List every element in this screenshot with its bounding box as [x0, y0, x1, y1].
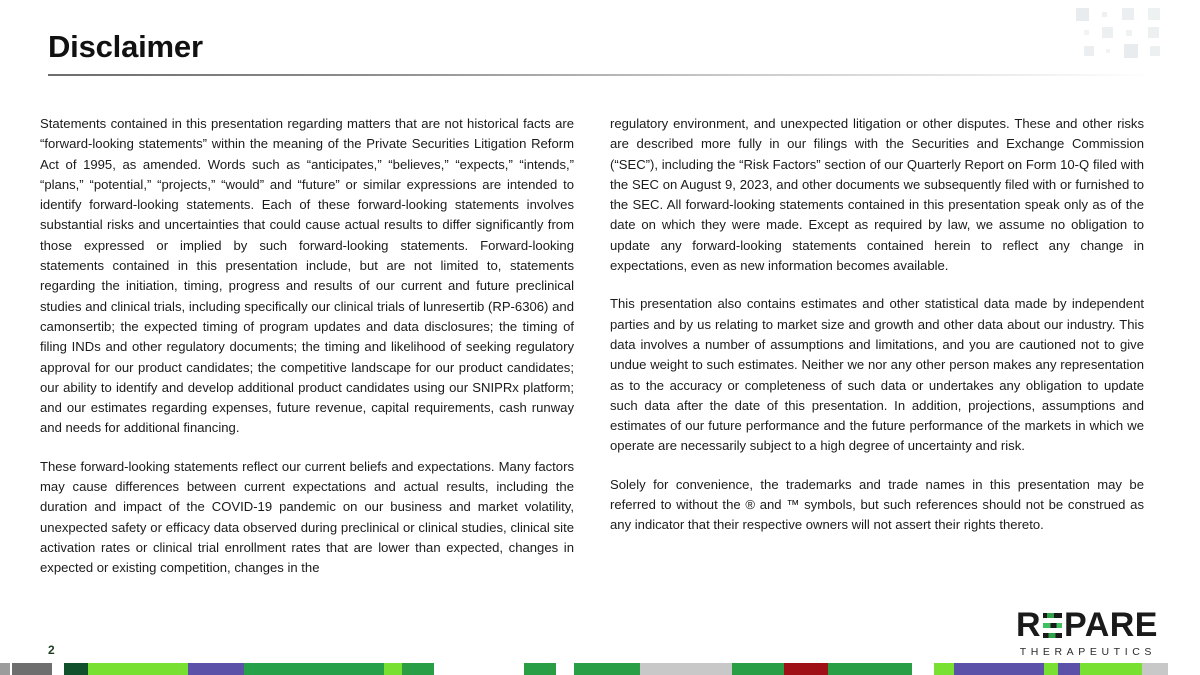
decorative-square	[1148, 8, 1160, 20]
strip-segment	[828, 663, 912, 675]
repare-logo	[1015, 605, 1158, 658]
paragraph: These forward-looking statements reflect our current beliefs and expectations. Many factors may cause differences between current expectations and actual results, including the duration and impact of the COVID-19 pandemic on our business and market volatility, unexpected safety or efficacy data observed during preclinical or clinical studies, clinical site activation rates or clinical trial enrollment rates that are lower than expected, changes in expected or existing competition, changes in the	[40, 458, 574, 576]
strip-segment	[556, 663, 574, 675]
strip-segment	[934, 663, 954, 675]
strip-segment	[784, 663, 828, 675]
logo-tagline: THERAPEUTICS	[1019, 645, 1156, 658]
strip-segment	[12, 663, 52, 675]
strip-segment	[64, 663, 88, 675]
strip-segment	[88, 663, 188, 675]
strip-segment	[1080, 663, 1142, 675]
strip-segment	[384, 663, 402, 675]
strip-segment	[524, 663, 556, 675]
strip-segment	[640, 663, 732, 675]
logo-dna-e-icon	[1043, 613, 1062, 638]
right-column	[610, 114, 1144, 579]
title-block	[48, 30, 1152, 76]
paragraph: regulatory environment, and unexpected litigation or other disputes. These and other risks are described more fully in our filings with the Securities and Exchange Commission (“SEC”), including the “Risk Factors” section of our Quarterly Report on Form 10-Q filed with the SEC on August 9, 2023, and other documents we subsequently filed with or furnished to the SEC. All forward-looking statements contained in this presentation speak only as of the date on which they were made. Except as required by law, we assume no obligation to update any forward-looking statements contained herein to reflect any change in expectations, even as new information becomes available.	[610, 116, 1144, 274]
strip-segment	[574, 663, 640, 675]
strip-segment	[0, 663, 10, 675]
decorative-square	[1122, 8, 1134, 20]
logo-letter-r: R	[1015, 605, 1042, 644]
strip-segment	[1044, 663, 1058, 675]
strip-segment	[1142, 663, 1168, 675]
strip-segment	[434, 663, 524, 675]
title-underline-rule	[48, 74, 1152, 76]
decorative-square	[1102, 12, 1107, 17]
paragraph: Statements contained in this presentation regarding matters that are not historical facts are “forward-looking statements” within the meaning of the Private Securities Litigation Reform Act of 1995, as amended. Words such as “anticipates,” “believes,” “expects,” “intends,” “plans,” “potential,” “projects,” “would” and “future” or similar expressions are intended to identify forward-looking statements. Each of these forward-looking statements involves substantial risks and uncertainties that could cause actual results to differ significantly from those expressed or implied by such forward-looking statements. Forward-looking statements contained in this presentation include, but are not limited to, statements regarding the initiation, timing, progress and results of our current and future preclinical studies and clinical trials, including specifically our clinical trials of lunresertib (RP-6306) and camonsertib; the expected timing of program updates and data disclosures; the timing of filing INDs and other regulatory documents; the timing and likelihood of seeking regulatory approval for our product candidates; the competitive landscape for our product candidates; our ability to identify and develop additional product candidates using our SNIPRx platform; and our estimates regarding expenses, future revenue, capital requirements, cash runway and needs for additional financing.	[40, 116, 574, 436]
page-title: Disclaimer	[48, 29, 203, 64]
page-number: 2	[48, 643, 55, 657]
paragraph: This presentation also contains estimates and other statistical data made by independent parties and by us relating to market size and growth and other data about our industry. This data involves a number of assumptions and limitations, and you are cautioned not to give undue weight to such estimates. Neither we nor any other person makes any representation as to the accuracy or completeness of such data or undertakes any obligation to update such data after the date of this presentation. In addition, projections, assumptions and estimates of our future performance and the future performance of the markets in which we operate are necessarily subject to a high degree of uncertainty and risk.	[610, 296, 1144, 454]
decorative-square	[1076, 8, 1089, 21]
left-column	[40, 114, 574, 579]
strip-segment	[732, 663, 784, 675]
strip-segment	[1058, 663, 1080, 675]
strip-segment	[52, 663, 64, 675]
bottom-color-strip	[0, 663, 1200, 675]
logo-wordmark	[1015, 605, 1158, 644]
strip-segment	[1168, 663, 1200, 675]
strip-segment	[188, 663, 244, 675]
strip-segment	[402, 663, 434, 675]
paragraph: Solely for convenience, the trademarks and trade names in this presentation may be referred to without the ® and ™ symbols, but such references should not be construed as any indicator that their respective owners will not assert their rights thereto.	[610, 476, 1144, 533]
strip-segment	[244, 663, 384, 675]
logo-letters-pare: PARE	[1064, 605, 1158, 644]
strip-segment	[912, 663, 934, 675]
body-columns	[40, 114, 1160, 579]
strip-segment	[954, 663, 1044, 675]
